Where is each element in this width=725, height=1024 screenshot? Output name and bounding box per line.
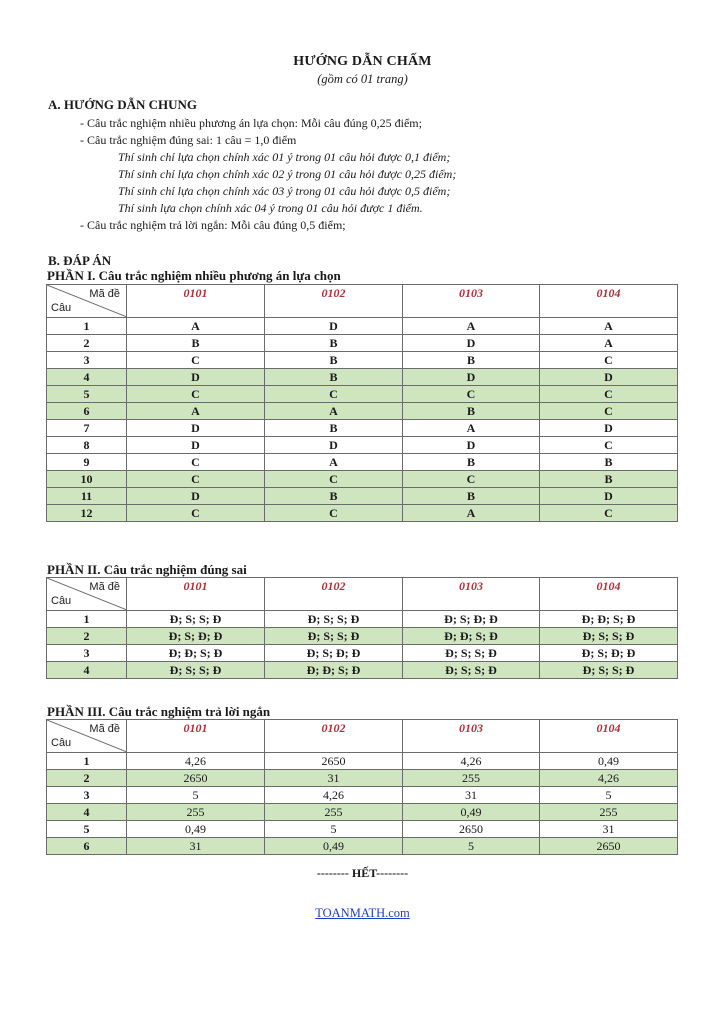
question-number-cell: 2 — [47, 770, 127, 787]
exam-code-header: 0103 — [403, 720, 540, 753]
question-number-cell: 1 — [47, 611, 127, 628]
answer-cell: 5 — [403, 838, 540, 855]
answer-cell: A — [265, 403, 403, 420]
question-number-cell: 12 — [47, 505, 127, 522]
answer-cell: 0,49 — [265, 838, 403, 855]
table-header-row — [47, 285, 678, 318]
answer-cell: D — [127, 369, 265, 386]
table-row — [47, 352, 678, 369]
question-number-cell: 6 — [47, 838, 127, 855]
answer-cell: Đ; S; S; Đ — [265, 611, 403, 628]
question-number-cell: 1 — [47, 753, 127, 770]
answer-cell: Đ; Đ; S; Đ — [265, 662, 403, 679]
table-row — [47, 787, 678, 804]
answer-cell: Đ; S; Đ; Đ — [540, 645, 678, 662]
answer-cell: 5 — [265, 821, 403, 838]
table-row — [47, 821, 678, 838]
answer-cell: Đ; Đ; S; Đ — [127, 645, 265, 662]
answer-cell: C — [127, 505, 265, 522]
answer-cell: B — [127, 335, 265, 352]
answer-cell: C — [540, 403, 678, 420]
question-number-cell: 5 — [47, 821, 127, 838]
exam-code-header: 0103 — [403, 578, 540, 611]
question-number-cell: 5 — [47, 386, 127, 403]
table-row — [47, 628, 678, 645]
answer-cell: C — [540, 505, 678, 522]
answer-cell: C — [540, 352, 678, 369]
question-number-cell: 3 — [47, 787, 127, 804]
answer-cell: D — [127, 420, 265, 437]
answer-cell: A — [265, 454, 403, 471]
corner-label-question: Câu — [51, 595, 72, 607]
answer-cell: C — [127, 386, 265, 403]
answer-cell: 0,49 — [540, 753, 678, 770]
guide-line: Thí sinh chỉ lựa chọn chính xác 03 ý trong 01 câu hỏi được 0,5 điểm; — [118, 184, 451, 198]
answer-cell: 0,49 — [127, 821, 265, 838]
answer-cell: 4,26 — [540, 770, 678, 787]
corner-label-question: Câu — [51, 737, 72, 749]
question-number-cell: 2 — [47, 335, 127, 352]
answer-cell: 255 — [540, 804, 678, 821]
question-number-cell: 3 — [47, 645, 127, 662]
question-number-cell: 4 — [47, 804, 127, 821]
answer-cell: 0,49 — [403, 804, 540, 821]
exam-code-header: 0102 — [265, 285, 403, 318]
corner-cell — [47, 720, 127, 753]
question-number-cell: 4 — [47, 369, 127, 386]
answer-cell: 31 — [127, 838, 265, 855]
answer-cell: 5 — [127, 787, 265, 804]
part1-title: PHẦN I. Câu trắc nghiệm nhiều phương án lựa chọn — [47, 268, 341, 283]
answer-cell: D — [540, 369, 678, 386]
answer-cell: Đ; S; S; Đ — [403, 662, 540, 679]
exam-code-header: 0102 — [265, 720, 403, 753]
question-number-cell: 2 — [47, 628, 127, 645]
answer-cell: D — [403, 437, 540, 454]
question-number-cell: 6 — [47, 403, 127, 420]
answer-cell: Đ; S; S; Đ — [403, 645, 540, 662]
answer-cell: C — [127, 352, 265, 369]
exam-code-header: 0101 — [127, 285, 265, 318]
guide-line: - Câu trắc nghiệm đúng sai: 1 câu = 1,0 điểm — [80, 133, 297, 147]
answer-cell: A — [540, 318, 678, 335]
table-row — [47, 420, 678, 437]
part3-title: PHẦN III. Câu trắc nghiệm trả lời ngắn — [47, 704, 271, 719]
table-row — [47, 369, 678, 386]
table-row — [47, 611, 678, 628]
answer-cell: D — [403, 335, 540, 352]
answer-cell: Đ; S; Đ; Đ — [127, 628, 265, 645]
answer-cell: Đ; S; S; Đ — [265, 628, 403, 645]
table-header-row — [47, 578, 678, 611]
answer-cell: 255 — [127, 804, 265, 821]
corner-label-question: Câu — [51, 302, 72, 314]
question-number-cell: 10 — [47, 471, 127, 488]
table-row — [47, 454, 678, 471]
answer-cell: B — [540, 454, 678, 471]
corner-label-code: Mã đề — [89, 581, 120, 593]
answer-cell: B — [403, 488, 540, 505]
answer-cell: 2650 — [540, 838, 678, 855]
exam-code-header: 0101 — [127, 578, 265, 611]
answer-cell: 31 — [265, 770, 403, 787]
table-row — [47, 753, 678, 770]
table-row — [47, 318, 678, 335]
answer-cell: C — [403, 386, 540, 403]
footer-link-wrapper — [0, 906, 725, 921]
answer-cell: D — [127, 437, 265, 454]
table-row — [47, 770, 678, 787]
answer-cell: C — [127, 454, 265, 471]
answer-cell: A — [403, 318, 540, 335]
answer-cell: D — [540, 420, 678, 437]
question-number-cell: 9 — [47, 454, 127, 471]
guide-line: - Câu trắc nghiệm nhiều phương án lựa chọn: Mỗi câu đúng 0,25 điểm; — [80, 116, 422, 130]
question-number-cell: 7 — [47, 420, 127, 437]
question-number-cell: 3 — [47, 352, 127, 369]
answer-cell: Đ; S; S; Đ — [540, 628, 678, 645]
answer-cell: A — [127, 403, 265, 420]
answer-cell: B — [403, 454, 540, 471]
answer-cell: B — [265, 488, 403, 505]
exam-code-header: 0103 — [403, 285, 540, 318]
answer-cell: Đ; S; S; Đ — [127, 611, 265, 628]
part1-table — [46, 284, 678, 522]
answer-cell: B — [540, 471, 678, 488]
answer-cell: 2650 — [403, 821, 540, 838]
answer-cell: B — [403, 352, 540, 369]
answer-cell: D — [265, 318, 403, 335]
guide-line: Thí sinh chỉ lựa chọn chính xác 01 ý trong 01 câu hỏi được 0,1 điểm; — [118, 150, 451, 164]
corner-cell — [47, 285, 127, 318]
exam-code-header: 0104 — [540, 578, 678, 611]
table-row — [47, 488, 678, 505]
exam-code-header: 0101 — [127, 720, 265, 753]
question-number-cell: 8 — [47, 437, 127, 454]
answer-cell: B — [403, 403, 540, 420]
answer-cell: C — [540, 437, 678, 454]
toanmath-link[interactable]: TOANMATH.com — [315, 906, 410, 920]
answer-cell: D — [540, 488, 678, 505]
answer-cell: C — [265, 386, 403, 403]
answer-cell: D — [265, 437, 403, 454]
exam-code-header: 0104 — [540, 720, 678, 753]
answer-cell: C — [127, 471, 265, 488]
question-number-cell: 11 — [47, 488, 127, 505]
table-row — [47, 662, 678, 679]
answer-cell: Đ; S; S; Đ — [127, 662, 265, 679]
corner-cell — [47, 578, 127, 611]
answer-cell: C — [265, 505, 403, 522]
exam-code-header: 0102 — [265, 578, 403, 611]
corner-label-code: Mã đề — [89, 288, 120, 300]
answer-cell: Đ; S; S; Đ — [540, 662, 678, 679]
answer-cell: 31 — [540, 821, 678, 838]
table-row — [47, 804, 678, 821]
end-marker: -------- HẾT-------- — [316, 866, 409, 880]
table-row — [47, 505, 678, 522]
answer-cell: Đ; Đ; S; Đ — [403, 628, 540, 645]
answer-cell: B — [265, 352, 403, 369]
part3-table — [46, 719, 678, 855]
answer-cell: 2650 — [265, 753, 403, 770]
answer-cell: C — [265, 471, 403, 488]
question-number-cell: 4 — [47, 662, 127, 679]
section-a-heading: A. HƯỚNG DẪN CHUNG — [48, 97, 198, 112]
answer-cell: C — [540, 386, 678, 403]
table-row — [47, 645, 678, 662]
table-row — [47, 471, 678, 488]
guide-line: Thí sinh chỉ lựa chọn chính xác 02 ý trong 01 câu hỏi được 0,25 điểm; — [118, 167, 457, 181]
table-row — [47, 386, 678, 403]
answer-cell: B — [265, 369, 403, 386]
guide-line: - Câu trắc nghiệm trả lời ngắn: Mỗi câu đúng 0,5 điểm; — [80, 218, 346, 232]
answer-cell: 255 — [403, 770, 540, 787]
answer-cell: B — [265, 335, 403, 352]
table-row — [47, 838, 678, 855]
answer-cell: A — [403, 420, 540, 437]
answer-cell: D — [127, 488, 265, 505]
answer-cell: 5 — [540, 787, 678, 804]
corner-label-code: Mã đề — [89, 723, 120, 735]
answer-cell: C — [403, 471, 540, 488]
answer-cell: A — [127, 318, 265, 335]
answer-cell: Đ; S; Đ; Đ — [403, 611, 540, 628]
section-b-heading: B. ĐÁP ÁN — [48, 253, 112, 268]
answer-cell: 2650 — [127, 770, 265, 787]
guide-line: Thí sinh lựa chọn chính xác 04 ý trong 01 câu hỏi được 1 điểm. — [118, 201, 423, 215]
answer-cell: Đ; Đ; S; Đ — [540, 611, 678, 628]
answer-cell: 31 — [403, 787, 540, 804]
answer-cell: A — [403, 505, 540, 522]
answer-cell: Đ; S; Đ; Đ — [265, 645, 403, 662]
question-number-cell: 1 — [47, 318, 127, 335]
exam-code-header: 0104 — [540, 285, 678, 318]
table-header-row — [47, 720, 678, 753]
table-row — [47, 437, 678, 454]
answer-cell: 4,26 — [127, 753, 265, 770]
answer-cell: 255 — [265, 804, 403, 821]
answer-cell: 4,26 — [403, 753, 540, 770]
page-subtitle: (gồm có 01 trang) — [317, 72, 408, 86]
part2-table — [46, 577, 678, 679]
answer-cell: A — [540, 335, 678, 352]
answer-cell: D — [403, 369, 540, 386]
table-row — [47, 335, 678, 352]
page-title: HƯỚNG DẪN CHẤM — [293, 54, 432, 69]
answer-cell: 4,26 — [265, 787, 403, 804]
part2-title: PHẦN II. Câu trắc nghiệm đúng sai — [47, 562, 247, 577]
answer-cell: B — [265, 420, 403, 437]
table-row — [47, 403, 678, 420]
